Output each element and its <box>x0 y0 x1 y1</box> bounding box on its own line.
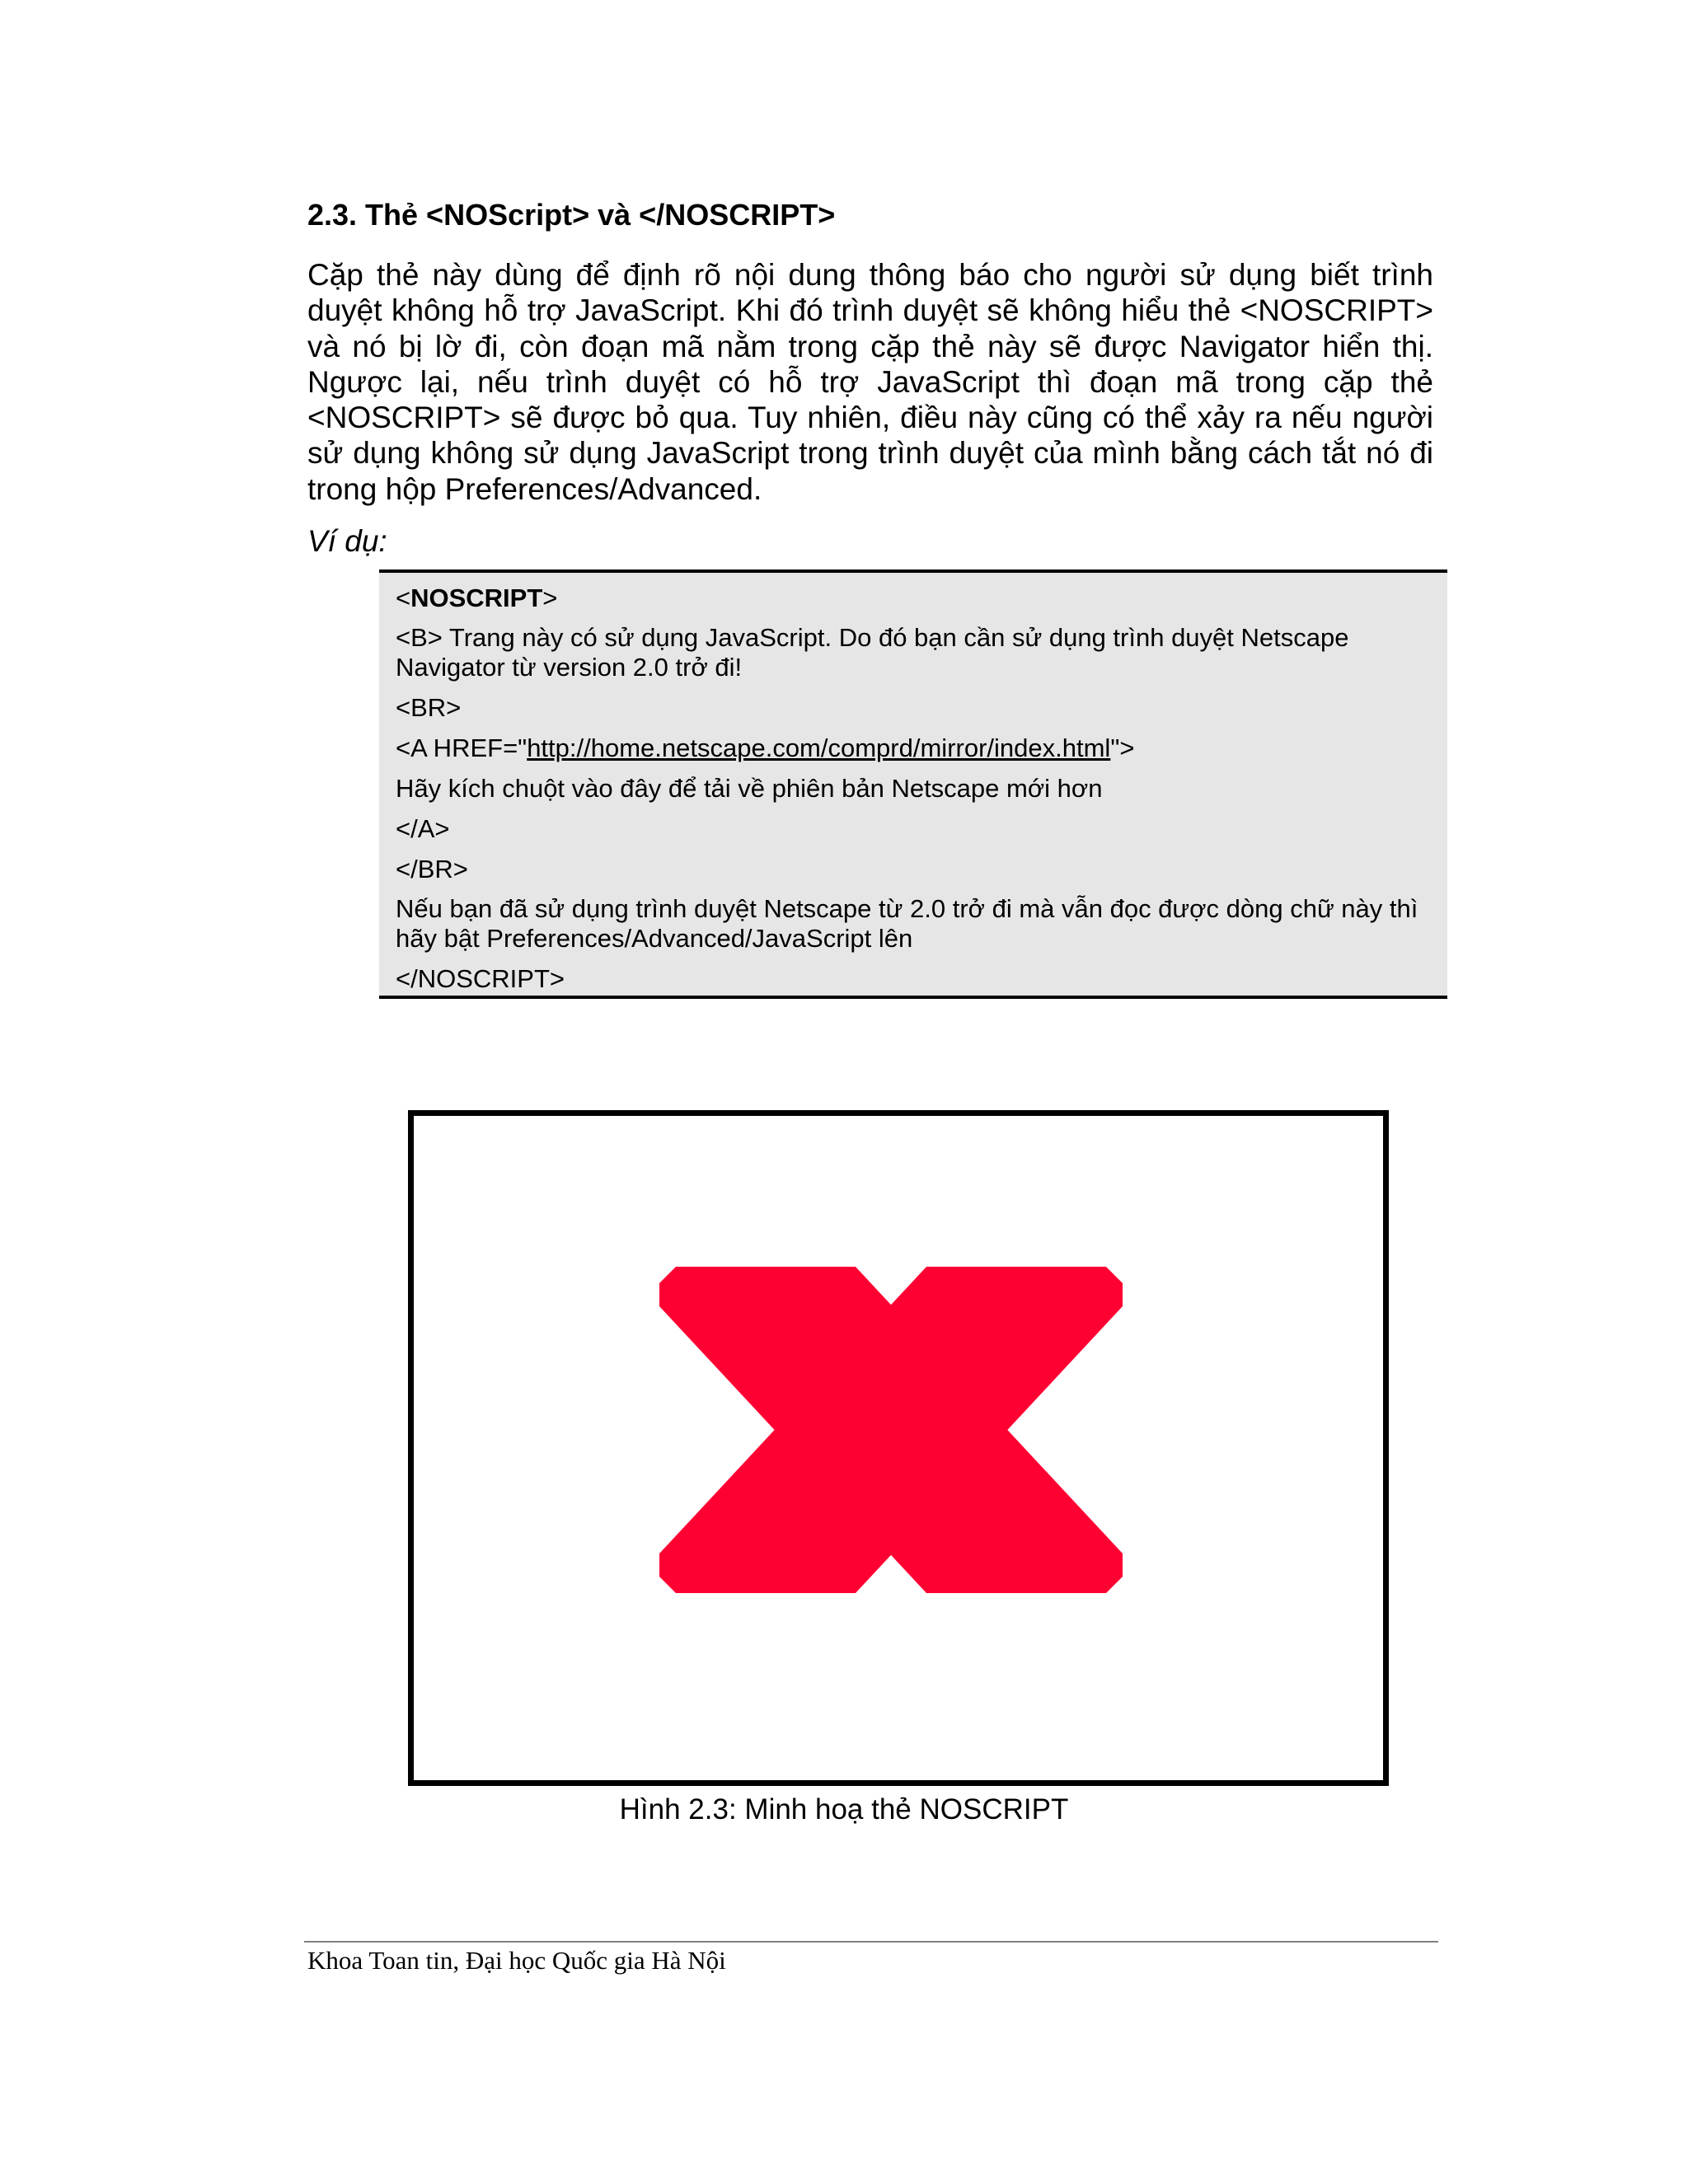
section-paragraph: Cặp thẻ này dùng để định rõ nội dung thông báo cho người sử dụng biết trình duyệt không hỗ trợ JavaScript. Khi đó trình duyệt sẽ không hiểu thẻ <NOSCRIPT> và nó bị lờ đi, còn đoạn mã nằm trong cặp thẻ này sẽ được Navigator hiển thị. Ngược lại, nếu trình duyệt có hỗ trợ JavaScript thì đoạn mã trong cặp thẻ <NOSCRIPT> sẽ được bỏ qua. Tuy nhiên, điều này cũng có thể xảy ra nếu người sử dụng không sử dụng JavaScript trong trình duyệt của mình bằng cách tắt nó đi trong hộp Preferences/Advanced. <box>307 258 1433 506</box>
code-line-anchor <box>396 733 1439 763</box>
code-line-close-a: </A> <box>396 814 450 843</box>
code-anchor-url-link[interactable]: http://home.netscape.com/comprd/mirror/index.html <box>527 733 1111 762</box>
code-line-open-noscript <box>396 583 1439 613</box>
code-anchor-prefix: <A HREF=" <box>396 733 528 762</box>
figure-frame <box>408 1110 1389 1786</box>
code-gt: > <box>542 583 558 612</box>
code-anchor-suffix: "> <box>1110 733 1135 762</box>
code-line-br: <BR> <box>396 693 462 722</box>
code-example-box <box>379 569 1447 999</box>
section-heading: 2.3. Thẻ <NOScript> và </NOSCRIPT> <box>307 198 836 232</box>
code-line-close-noscript: </NOSCRIPT> <box>396 964 565 993</box>
code-line-click-text: Hãy kích chuột vào đây để tải về phiên bản Netscape mới hơn <box>396 774 1103 803</box>
broken-image-red-x-icon <box>414 1116 1383 1780</box>
code-line-close-br: </BR> <box>396 855 468 883</box>
footer-rule <box>304 1941 1438 1943</box>
code-line-b: <B> Trang này có sử dụng JavaScript. Do đó bạn cần sử dụng trình duyệt Netscape Navigator từ version 2.0 trở đi! <box>396 623 1349 682</box>
footer-text: Khoa Toan tin, Đại học Quốc gia Hà Nội <box>307 1946 726 1975</box>
code-line-note: Nếu bạn đã sử dụng trình duyệt Netscape từ 2.0 trở đi mà vẫn đọc được dòng chữ này thì hãy bật Preferences/Advanced/JavaScript lên <box>396 894 1418 953</box>
figure-caption: Hình 2.3: Minh hoạ thẻ NOSCRIPT <box>619 1793 1069 1825</box>
code-noscript-tag: NOSCRIPT <box>410 583 543 612</box>
example-label: Ví dụ: <box>307 524 387 558</box>
code-lt: < <box>396 583 411 612</box>
